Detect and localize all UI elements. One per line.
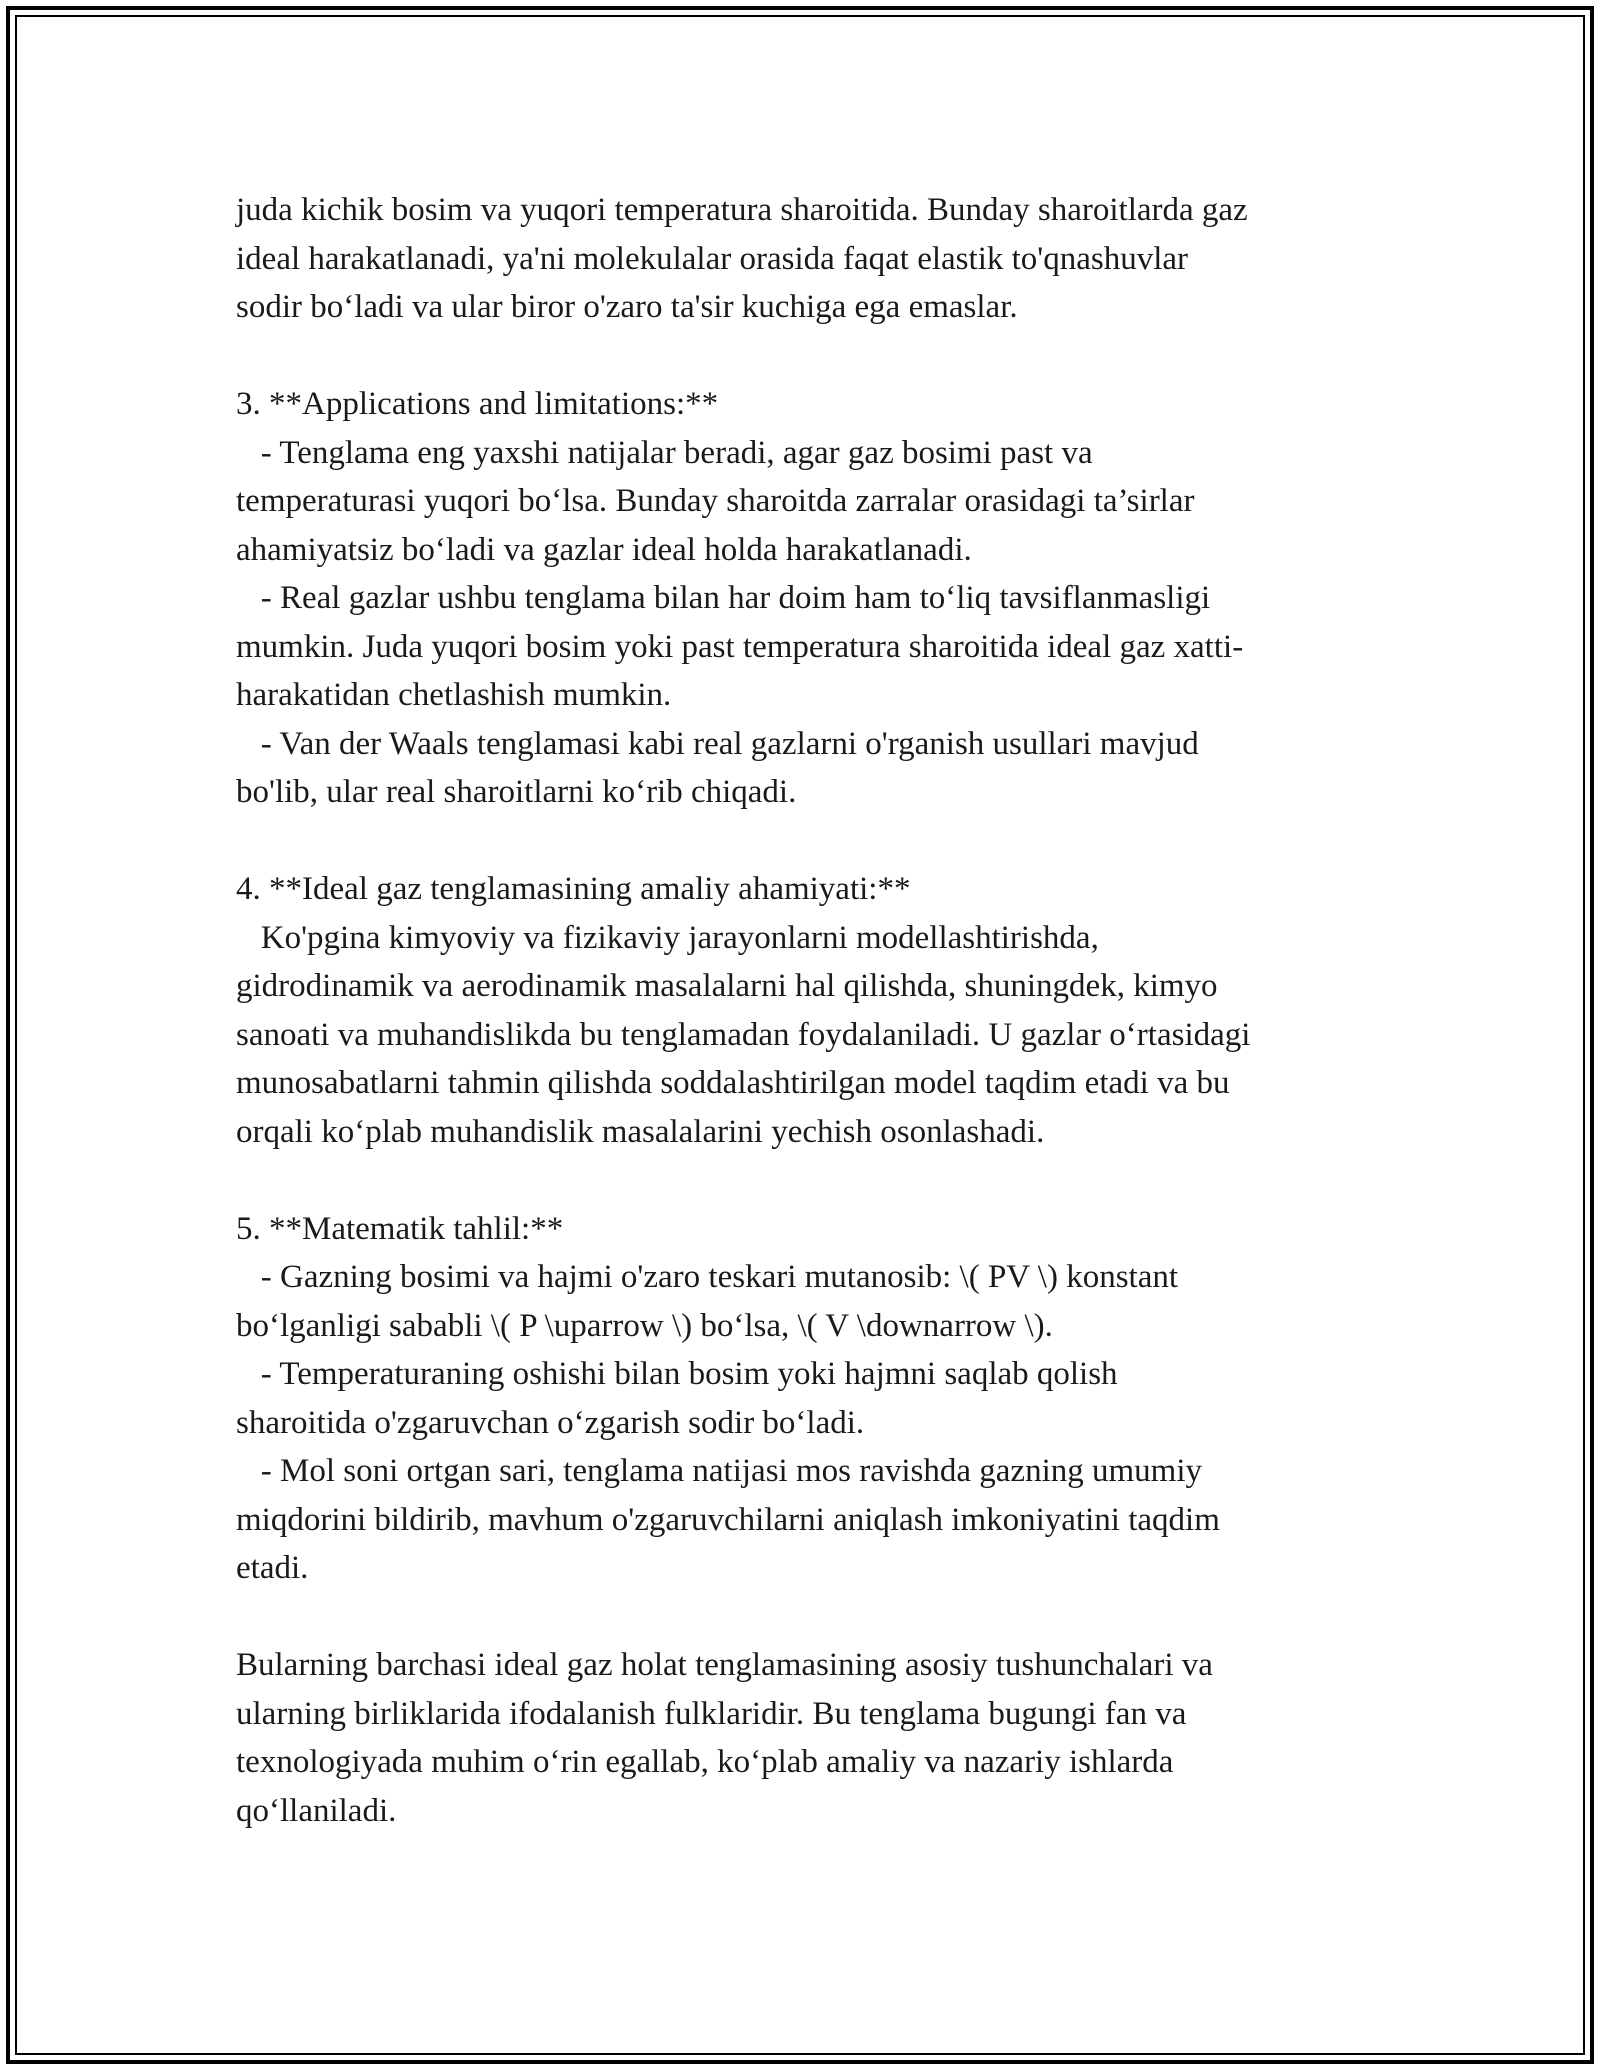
text-line: - Tenglama eng yaxshi natijalar beradi, agar gaz bosimi past va — [236, 434, 1093, 471]
section-4-heading: 4. **Ideal gaz tenglamasining amaliy ahamiyati:** — [236, 871, 911, 907]
text-line: bo‘lganligi sababli \( P \uparrow \) bo‘lsa, \( V \downarrow \). — [236, 1307, 1053, 1344]
section-3 — [236, 380, 1386, 817]
text-line: ahamiyatsiz bo‘ladi va gazlar ideal holda harakatlanadi. — [236, 531, 972, 568]
text-line: Bularning barchasi ideal gaz holat tenglamasining asosiy tushunchalari va — [236, 1647, 1213, 1683]
text-line: bo'lib, ular real sharoitlarni ko‘rib chiqadi. — [236, 774, 797, 810]
conclusion-paragraph — [236, 1641, 1386, 1835]
text-line: - Temperaturaning oshishi bilan bosim yoki hajmni saqlab qolish — [236, 1356, 1118, 1392]
text-line: temperaturasi yuqori bo‘lsa. Bunday sharoitda zarralar orasidagi ta’sirlar — [236, 483, 1195, 519]
section-4 — [236, 865, 1386, 1156]
section-5-heading: 5. **Matematik tahlil:** — [236, 1210, 564, 1247]
text-line: etadi. — [236, 1550, 309, 1586]
text-line: harakatidan chetlashish mumkin. — [236, 677, 672, 713]
text-line: gidrodinamik va aerodinamik masalalarni hal qilishda, shuningdek, kimyo — [236, 968, 1218, 1004]
paragraph-spacer — [236, 817, 1386, 866]
text-line: texnologiyada muhim o‘rin egallab, ko‘plab amaliy va nazariy ishlarda — [236, 1744, 1174, 1780]
text-line: - Mol soni ortgan sari, tenglama natijasi mos ravishda gazning umumiy — [236, 1453, 1202, 1489]
intro-paragraph — [236, 186, 1386, 332]
section-3-heading: 3. **Applications and limitations:** — [236, 386, 719, 422]
text-line: qo‘llaniladi. — [236, 1792, 397, 1829]
text-line: ideal harakatlanadi, ya'ni molekulalar orasida faqat elastik to'qnashuvlar — [236, 240, 1189, 277]
text-line: sodir bo‘ladi va ular biror o'zaro ta'sir kuchiga ega emaslar. — [236, 289, 1018, 325]
text-line: - Van der Waals tenglamasi kabi real gazlarni o'rganish usullari mavjud — [236, 725, 1199, 762]
document-body — [236, 186, 1386, 1835]
paragraph-spacer — [236, 1593, 1386, 1642]
text-line: - Gazning bosimi va hajmi o'zaro teskari mutanosib: \( PV \) konstant — [236, 1259, 1179, 1295]
text-line: munosabatlarni tahmin qilishda soddalashtirilgan model taqdim etadi va bu — [236, 1065, 1230, 1101]
section-5 — [236, 1205, 1386, 1593]
paragraph-spacer — [236, 332, 1386, 381]
text-line: - Real gazlar ushbu tenglama bilan har doim ham to‘liq tavsiflanmasligi — [236, 580, 1211, 616]
text-line: sanoati va muhandislikda bu tenglamadan foydalaniladi. U gazlar o‘rtasidagi — [236, 1016, 1251, 1053]
text-line: orqali ko‘plab muhandislik masalalarini yechish osonlashadi. — [236, 1113, 1045, 1150]
text-line: sharoitida o'zgaruvchan o‘zgarish sodir bo‘ladi. — [236, 1404, 865, 1441]
paragraph-spacer — [236, 1156, 1386, 1205]
text-line: juda kichik bosim va yuqori temperatura sharoitida. Bunday sharoitlarda gaz — [236, 192, 1248, 228]
text-line: ularning birliklarida ifodalanish fulklaridir. Bu tenglama bugungi fan va — [236, 1695, 1187, 1732]
text-line: Ko'pgina kimyoviy va fizikaviy jarayonlarni modellashtirishda, — [236, 919, 1099, 956]
text-line: mumkin. Juda yuqori bosim yoki past temperatura sharoitida ideal gaz xatti- — [236, 628, 1244, 665]
text-line: miqdorini bildirib, mavhum o'zgaruvchilarni aniqlash imkoniyatini taqdim — [236, 1501, 1220, 1538]
